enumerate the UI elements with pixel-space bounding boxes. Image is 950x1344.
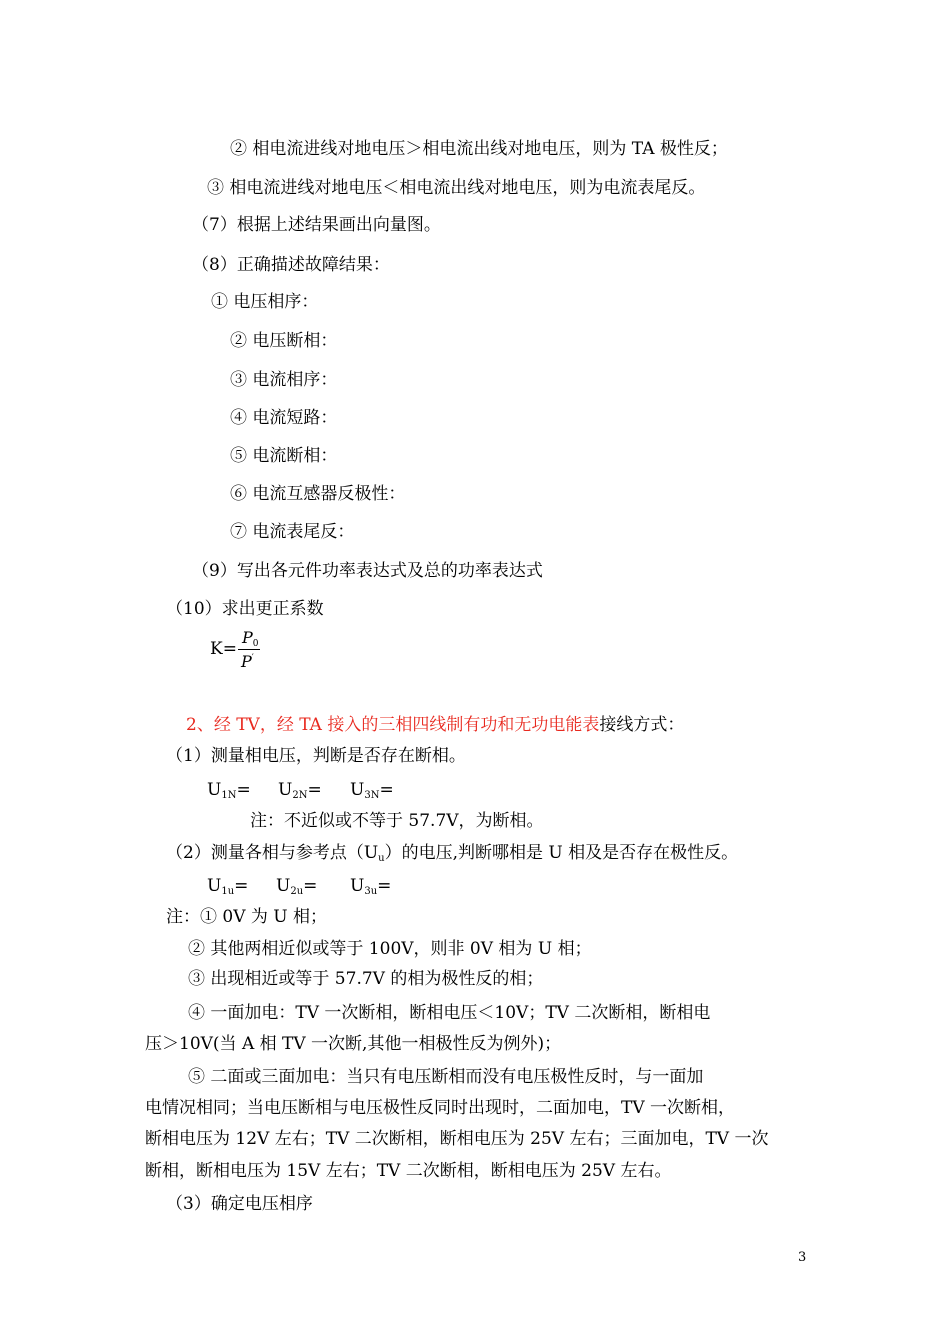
text-line: ④ 电流短路： bbox=[230, 408, 338, 428]
text-line: （7）根据上述结果画出向量图。 bbox=[192, 215, 441, 235]
section-heading: 2、经 TV，经 TA 接入的三相四线制有功和无功电能表接线方式： bbox=[186, 715, 685, 735]
fraction-bar bbox=[238, 649, 260, 650]
u2n-label: $U_{2N}=$ bbox=[278, 780, 322, 801]
text-line: （10）求出更正系数 bbox=[166, 599, 324, 619]
text-line: ③ 电流相序： bbox=[230, 370, 338, 390]
text-line: ② 电压断相： bbox=[230, 331, 338, 351]
k-label: K= bbox=[210, 639, 237, 659]
fraction-numerator: $P_0$ bbox=[242, 628, 259, 649]
note-2-2: ② 其他两相近似或等于 100V，则非 0V 相为 U 相； bbox=[188, 939, 592, 959]
text-line: ① 电压相序： bbox=[211, 292, 319, 312]
text-line: ⑤ 电流断相： bbox=[230, 446, 338, 466]
note-2-5c: 断相电压为 12V 左右；TV 二次断相，断相电压为 25V 左右；三面加电，TV 一次 bbox=[145, 1129, 769, 1149]
fraction-denominator: P′ bbox=[241, 652, 254, 671]
page-number: 3 bbox=[798, 1250, 807, 1265]
text-line: ② 相电流进线对地电压＞相电流出线对地电压，则为 TA 极性反； bbox=[230, 139, 728, 159]
u1u-label: $U_{1u}=$ bbox=[207, 876, 249, 897]
u3n-label: $U_{3N}=$ bbox=[350, 780, 394, 801]
u1n-label: $U_{1N}=$ bbox=[207, 780, 251, 801]
note-2-5b: 电情况相同；当电压断相与电压极性反同时出现时，二面加电，TV 一次断相， bbox=[145, 1098, 736, 1118]
note-2-5a: ⑤ 二面或三面加电：当只有电压断相而没有电压极性反时，与一面加 bbox=[188, 1067, 704, 1087]
step-3: （3）确定电压相序 bbox=[166, 1194, 313, 1214]
text-line: （9）写出各元件功率表达式及总的功率表达式 bbox=[192, 561, 543, 581]
text-line: ③ 相电流进线对地电压＜相电流出线对地电压，则为电流表尾反。 bbox=[207, 178, 706, 198]
note-2-5d: 断相，断相电压为 15V 左右；TV 二次断相，断相电压为 25V 左右。 bbox=[145, 1161, 672, 1181]
note-2-3: ③ 出现相近或等于 57.7V 的相为极性反的相； bbox=[188, 969, 544, 989]
note-1: 注：不近似或不等于 57.7V，为断相。 bbox=[250, 811, 544, 831]
note-2-1: 注：① 0V 为 U 相； bbox=[166, 907, 328, 927]
text-line: （8）正确描述故障结果： bbox=[192, 255, 390, 275]
text-line: ⑥ 电流互感器反极性： bbox=[230, 484, 406, 504]
u2u-label: $U_{2u}=$ bbox=[276, 876, 318, 897]
step-1: （1）测量相电压，判断是否存在断相。 bbox=[166, 746, 466, 766]
note-2-4a: ④ 一面加电：TV 一次断相，断相电压＜10V；TV 二次断相，断相电 bbox=[188, 1003, 711, 1023]
step-2: （2）测量各相与参考点$(U_u)$的电压,判断哪相是 U 相及是否存在极性反。 bbox=[166, 843, 739, 864]
u3u-label: $U_{3u}=$ bbox=[350, 876, 392, 897]
note-2-4b: 压＞10V(当 A 相 TV 一次断,其他一相极性反为例外)； bbox=[145, 1034, 562, 1054]
text-line: ⑦ 电流表尾反： bbox=[230, 522, 355, 542]
